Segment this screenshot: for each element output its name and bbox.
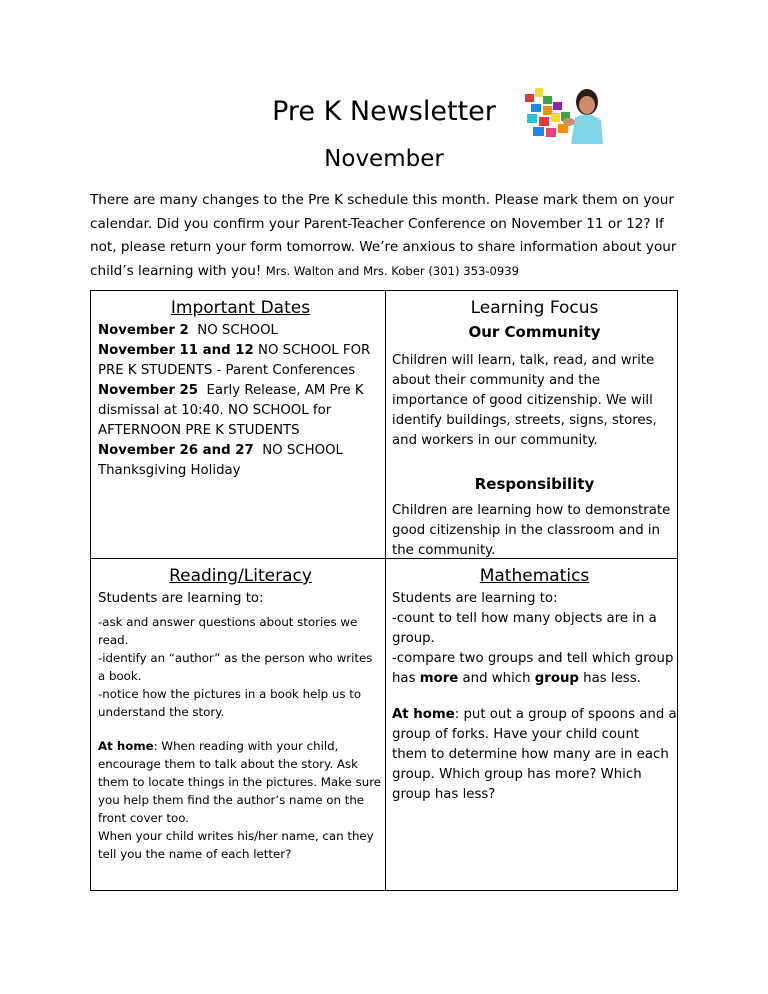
date-item: November 26 and 27 NO SCHOOL Thanksgiving Holiday xyxy=(98,443,343,478)
learning-focus-heading: Learning Focus xyxy=(470,298,599,318)
reading-intro: Students are learning to: xyxy=(98,591,264,606)
reading-at-home: At home: When reading with your child, encourage them to talk about the story. Ask them to locate things in the pictures. Make sure you help them find the author’s name on the front cover too. When your child writes his/her name, can they tell you the name of each letter? xyxy=(98,739,382,861)
math-intro: Students are learning to: xyxy=(392,591,558,606)
teacher-contact: Mrs. Walton and Mrs. Kober (301) 353-0939 xyxy=(265,263,520,278)
reading-literacy-heading: Reading/Literacy xyxy=(169,566,312,586)
responsibility-heading: Responsibility xyxy=(474,475,595,493)
date-item: November 11 and 12 NO SCHOOL FOR PRE K STUDENTS - Parent Conferences xyxy=(98,343,371,378)
responsibility-text: Children are learning how to demonstrate good citizenship in the classroom and in the community. xyxy=(392,503,671,558)
intro-paragraph xyxy=(90,189,690,283)
intro-text: There are many changes to the Pre K schedule this month. Please mark them on your calendar. Did you confirm your Parent-Teacher Conference on November 11 or 12? If not, please return your form tomorrow. We’re anxious to share information about your child’s learning with you! xyxy=(90,192,677,279)
child-playing-picture xyxy=(519,82,605,144)
important-dates-heading: Important Dates xyxy=(170,298,311,318)
date-item: November 25 Early Release, AM Pre K dismissal at 10:40. NO SCHOOL for AFTERNOON PRE K STUDENTS xyxy=(98,383,364,438)
important-dates-cell xyxy=(98,291,383,481)
newsletter-month xyxy=(0,144,768,174)
newsletter-title-text: Pre K Newsletter xyxy=(272,96,496,127)
table-divider-vertical xyxy=(385,291,386,890)
list-item: -notice how the pictures in a book help us to understand the story. xyxy=(98,687,362,719)
list-item: -count to tell how many objects are in a group. xyxy=(392,611,657,646)
newsletter-month-text: November xyxy=(324,146,444,172)
list-item: -identify an “author” as the person who writes a book. xyxy=(98,651,373,683)
important-dates-list xyxy=(98,321,383,481)
reading-literacy-cell xyxy=(98,559,383,863)
at-home-label: At home xyxy=(98,739,154,753)
newsletter-table xyxy=(90,290,678,891)
learning-focus-cell xyxy=(392,291,677,561)
mathematics-heading: Mathematics xyxy=(479,566,590,586)
mathematics-cell xyxy=(392,559,677,805)
reading-goals-list xyxy=(98,613,383,721)
date-item: November 2 NO SCHOOL xyxy=(98,323,278,338)
community-text: Children will learn, talk, read, and write about their community and the importance of good citizenship. We will identify buildings, streets, signs, stores, and workers in our community. xyxy=(392,353,657,448)
newsletter-title xyxy=(0,94,768,130)
list-item: -ask and answer questions about stories we read. xyxy=(98,615,358,647)
our-community-heading: Our Community xyxy=(468,323,601,341)
at-home-label: At home xyxy=(392,707,455,722)
list-item: -compare two groups and tell which group has more and which group has less. xyxy=(392,651,674,686)
math-at-home: At home: put out a group of spoons and a group of forks. Have your child count them to determine how many are in each group. Which group has more? Which group has less? xyxy=(392,707,677,802)
